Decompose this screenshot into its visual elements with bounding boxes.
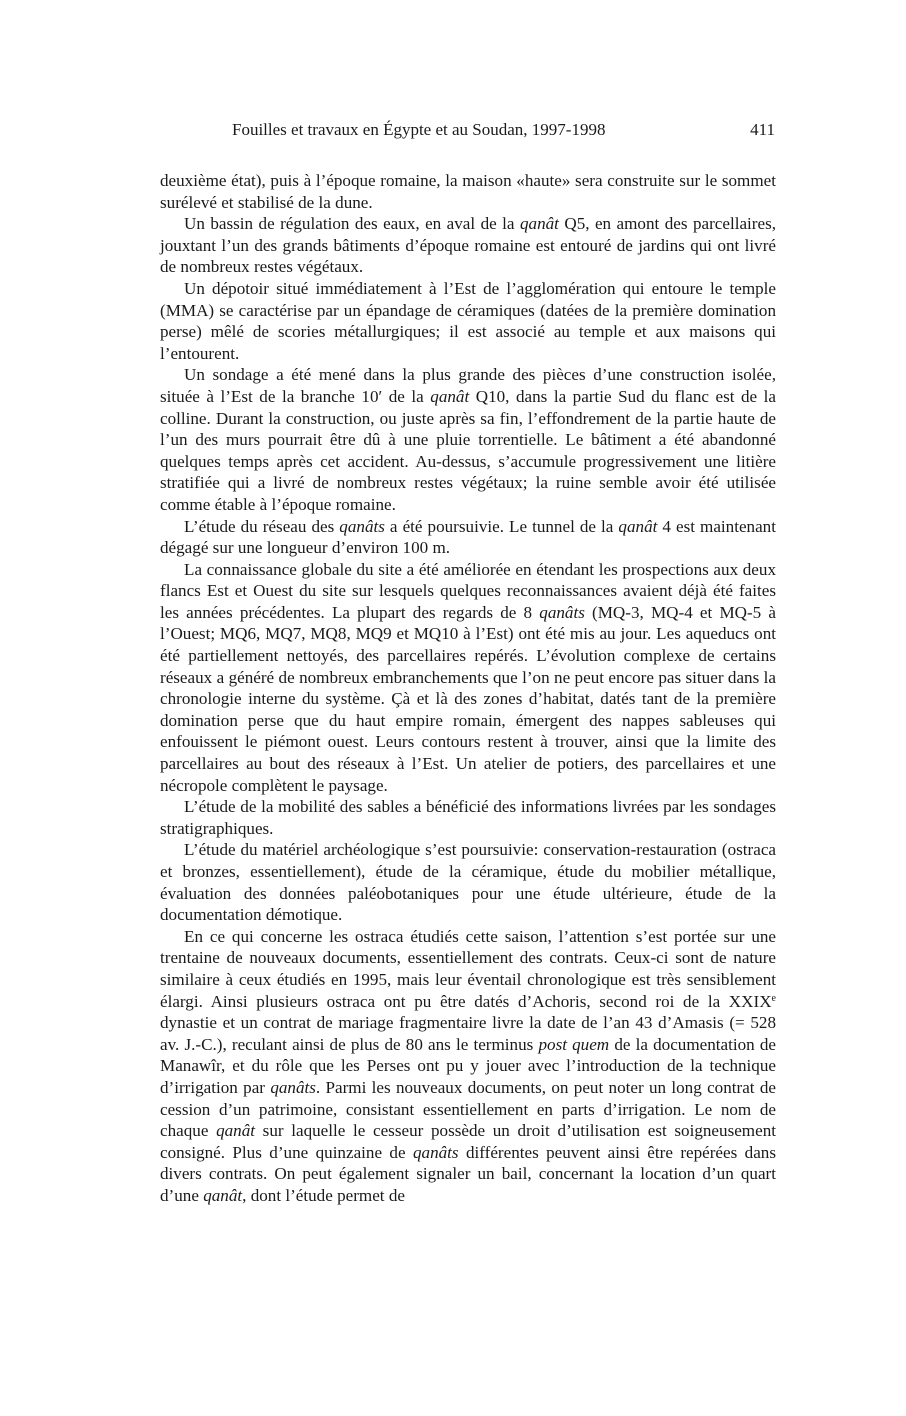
running-title: Fouilles et travaux en Égypte et au Soudan, 1997-1998 <box>232 120 606 139</box>
italic-term: qanâts <box>270 1077 316 1097</box>
italic-term: qanâts <box>339 516 385 536</box>
text-run: a été poursuivie. Le tunnel de la <box>384 516 619 536</box>
italic-term: qanât <box>618 516 658 536</box>
text-run: (MQ-3, MQ-4 et MQ-5 à l’Ouest; MQ6, MQ7, MQ8, MQ9 et MQ10 à l’Est) ont été mis au jour. Les aqueducs ont été partiellement nettoyés, des parcellaires repérés. L’évolution complexe de certains réseaux a généré de nombreux embranchements que l’on ne peut encore pas situer dans la chronologie interne du système. Çà et là des zones d’habitat, datés tant de la première domination perse que du haut empire romain, émergent des nappes sableuses qui enfouissent le piémont ouest. Leurs contours restent à trouver, ainsi que la limite des parcellaires au bout des réseaux à l’Est. Un atelier de potiers, des parcellaires et une nécropole complètent le paysage. <box>160 602 776 795</box>
paragraph <box>160 559 776 797</box>
running-header <box>160 118 775 142</box>
paragraph <box>160 213 776 278</box>
text-run: En ce qui concerne les ostraca étudiés cette saison, l’attention s’est portée sur une trentaine de nouveaux documents, essentiellement des contrats. Ceux-ci sont de nature similaire à ceux étudiés en 1995, mais leur éventail chronologique est très sensiblement élargi. Ainsi plusieurs ostraca ont pu être datés d’Achoris, second roi de la XXIX <box>160 926 776 1011</box>
text-run: 4 est maintenant dégagé sur une longueur d’environ 100 m. <box>160 516 776 558</box>
text-run: L’étude de la mobilité des sables a bénéficié des informations livrées par les sondages stratigraphiques. <box>160 797 776 838</box>
text-run: de la documentation de Manawîr, et du rôle que les Perses ont pu y jouer avec l’introduction de la technique d’irrigation par <box>160 1034 776 1097</box>
italic-term: qanât <box>430 386 470 406</box>
text-run: Un dépotoir situé immédiatement à l’Est de l’agglomération qui entoure le temple (MMA) se caractérise par un épandage de céramiques (datées de la première domination perse) mêlé de scories métallurgiques; il est associé au temple et aux maisons qui l’entourent. <box>160 278 776 363</box>
paragraph <box>160 839 776 925</box>
text-run: Q5, en amont des parcellaires, jouxtant l’un des grands bâtiments d’époque romaine est entouré de jardins qui ont livré de nombreux restes végétaux. <box>160 214 777 277</box>
text-run: Q10, dans la partie Sud du flanc est de la colline. Durant la construction, ou juste après sa fin, l’effondrement de la partie haute de l’un des murs pourrait être dû à une pluie torrentielle. Le bâtiment a été abandonné quelques temps après cet accident. Au-dessus, s’accumule progressivement une litière stratifiée qui a livré de nombreux restes végétaux; la ruine semble avoir été utilisée comme étable à l’époque romaine. <box>160 386 777 514</box>
text-run: , dont l’étude permet de <box>242 1185 405 1205</box>
text-run: dynastie et un contrat de mariage fragmentaire livre la date de l’an 43 d’Amasis (= 528 av. J.-C.), reculant ainsi de plus de 80 ans le terminus <box>160 1013 776 1054</box>
text-run: La connaissance globale du site a été améliorée en étendant les prospections aux deux flancs Est et Ouest du site sur lesquels quelques reconnaissances avaient déjà été faites les années précédentes. La plupart des regards de 8 <box>160 559 776 622</box>
text-run: L’étude du réseau des <box>184 516 340 536</box>
paragraph <box>160 170 776 213</box>
text-run: sur laquelle le cesseur possède un droit d’utilisation est soigneusement consigné. Plus d’une quinzaine de <box>160 1121 776 1162</box>
paragraph <box>160 516 776 559</box>
page-number: 411 <box>750 120 775 139</box>
text-run: L’étude du matériel archéologique s’est poursuivie: conservation-restauration (ostraca et bronzes, essentiellement), étude de la céramique, étude du mobilier métallique, évaluation des données paléobotaniques pour une étude ultérieure, étude de la documentation démotique. <box>160 840 776 925</box>
superscript: e <box>771 992 776 1004</box>
paragraph <box>160 364 776 515</box>
italic-term: qanât <box>519 214 559 234</box>
italic-term: post quem <box>538 1034 610 1054</box>
text-run: deuxième état), puis à l’époque romaine, la maison «haute» sera construite sur le sommet surélevé et stabilisé de la dune. <box>160 171 776 212</box>
italic-term: qanâts <box>412 1142 459 1162</box>
text-run: Un sondage a été mené dans la plus grande des pièces d’une construction isolée, située à l’Est de la branche 10′ de la <box>160 365 776 406</box>
text-run: différentes peuvent ainsi être repérées dans divers contrats. On peut également signaler un bail, concernant la location d’un quart d’une <box>160 1142 776 1205</box>
text-run: Un bassin de régulation des eaux, en aval de la <box>184 214 520 234</box>
italic-term: qanât <box>203 1185 243 1205</box>
body-text <box>160 170 776 1207</box>
italic-term: qanâts <box>539 602 585 622</box>
italic-term: qanât <box>216 1121 256 1141</box>
text-run: . Parmi les nouveaux documents, on peut noter un long contrat de cession d’un patrimoine, consistant essentiellement en parts d’irrigation. Le nom de chaque <box>160 1077 776 1141</box>
paragraph <box>160 796 776 839</box>
paragraph <box>160 926 776 1207</box>
paragraph <box>160 278 776 364</box>
